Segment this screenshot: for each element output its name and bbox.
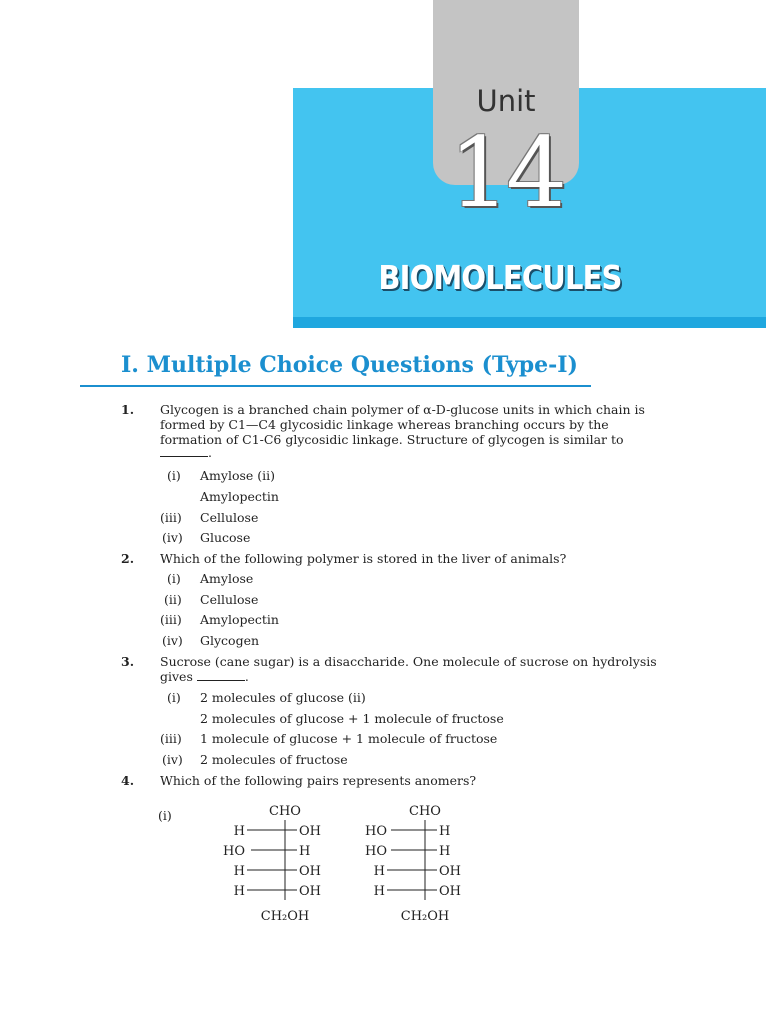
question-text-line: Sucrose (cane sugar) is a disaccharide. One molecule of sucrose on hydrolysis <box>160 654 657 669</box>
question-number: 1. <box>121 402 135 417</box>
fischer-projection-2 <box>355 800 485 934</box>
fischer-right-group: OH <box>299 824 321 839</box>
option-label: (ii) <box>164 592 182 607</box>
option-text: Amylose <box>200 571 254 586</box>
fischer-left-group: HO <box>365 824 387 839</box>
question-text-line: Glycogen is a branched chain polymer of α-D-glucose units in which chain is <box>160 402 645 417</box>
fischer-right-group: H <box>439 844 451 859</box>
option-text: Amylopectin <box>200 612 279 627</box>
fischer-bottom-group: CH₂OH <box>260 909 310 924</box>
option-label: (i) <box>167 690 181 705</box>
option-text: 2 molecules of fructose <box>200 752 348 767</box>
fischer-right-group: H <box>299 844 311 859</box>
option-text: Amylose (ii) <box>200 468 275 483</box>
fischer-right-group: OH <box>439 864 461 879</box>
option-label: (iv) <box>162 752 183 767</box>
fischer-left-group: H <box>233 824 245 839</box>
question-number: 2. <box>121 551 135 566</box>
unit-label: Unit <box>476 84 536 118</box>
fischer-left-group: HO <box>223 844 245 859</box>
fischer-left-group: H <box>233 864 245 879</box>
fischer-projection-1 <box>215 800 345 934</box>
option-text: 1 molecule of glucose + 1 molecule of fructose <box>200 731 498 746</box>
question-number: 3. <box>121 654 135 669</box>
fischer-left-group: H <box>373 884 385 899</box>
option-text: Glycogen <box>200 633 260 648</box>
option-text: 2 molecules of glucose + 1 molecule of fructose <box>200 711 504 726</box>
question-text-line: Which of the following polymer is stored in the liver of animals? <box>160 551 567 566</box>
fischer-right-group: OH <box>439 884 461 899</box>
option-label: (iii) <box>160 510 182 525</box>
answer-blank <box>160 446 208 457</box>
option-text: Cellulose <box>200 592 259 607</box>
question-text-end: . <box>244 669 249 684</box>
option-label: (i) <box>167 468 181 483</box>
option-text: Cellulose <box>200 510 259 525</box>
fischer-bottom-group: CH₂OH <box>400 909 450 924</box>
question-text-line <box>160 669 678 684</box>
chapter-title: BIOMOLECULES <box>378 258 622 297</box>
question-text-line: formation of C1-C6 glycosidic linkage. Structure of glycogen is similar to <box>160 432 624 447</box>
fischer-left-group: HO <box>365 844 387 859</box>
option-label: (i) <box>167 571 181 586</box>
fischer-left-group: H <box>233 884 245 899</box>
fischer-top-group: CHO <box>409 804 441 819</box>
section-title: I. Multiple Choice Questions (Type-I) <box>121 352 578 378</box>
banner-underline <box>293 317 766 328</box>
section-divider <box>80 385 591 387</box>
fischer-left-group: H <box>373 864 385 879</box>
option-label: (iii) <box>160 731 182 746</box>
option-label: (iii) <box>160 612 182 627</box>
question-text-end: . <box>208 445 212 460</box>
option-text: Glucose <box>200 530 251 545</box>
fischer-right-group: OH <box>299 884 321 899</box>
option-text: 2 molecules of glucose (ii) <box>200 690 366 705</box>
question-number: 4. <box>121 773 135 788</box>
question-text-start: gives <box>160 669 193 684</box>
answer-blank <box>197 670 245 681</box>
fischer-right-group: OH <box>299 864 321 879</box>
unit-number: 14 <box>448 117 564 229</box>
question-blank-line <box>160 445 678 460</box>
fischer-right-group: H <box>439 824 451 839</box>
fischer-top-group: CHO <box>269 804 301 819</box>
option-label: (i) <box>158 808 172 823</box>
question-text-line: Which of the following pairs represents anomers? <box>160 773 477 788</box>
option-text: Amylopectin <box>200 489 279 504</box>
question-text-line: formed by C1—C4 glycosidic linkage whereas branching occurs by the <box>160 417 609 432</box>
option-label: (iv) <box>162 530 183 545</box>
option-label: (iv) <box>162 633 183 648</box>
